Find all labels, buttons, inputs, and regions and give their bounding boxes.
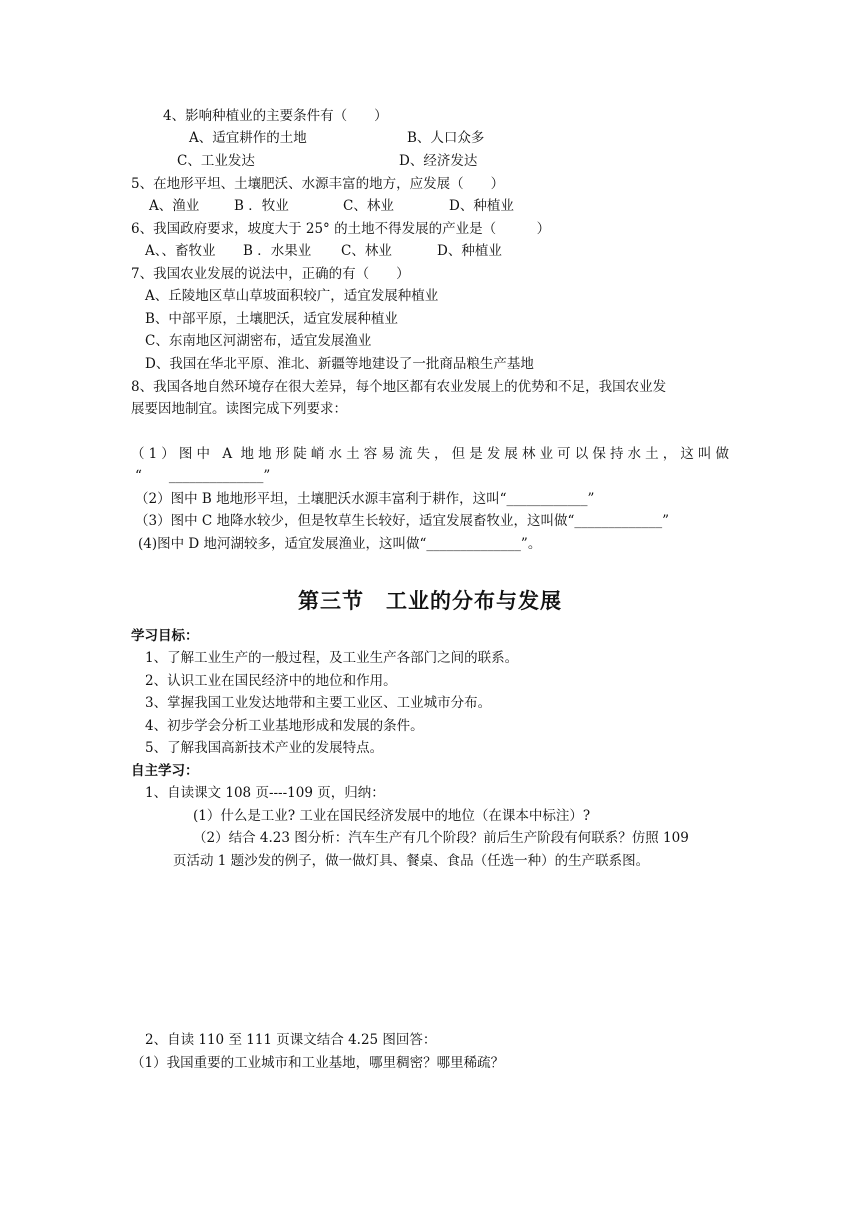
question-5-stem: 5、在地形平坦、土壤肥沃、水源丰富的地方，应发展（ ） <box>131 176 505 192</box>
question-6-option-b: B ．水果业 <box>243 243 312 259</box>
question-7-option-d: D、我国在华北平原、淮北、新疆等地建设了一批商品粮生产基地 <box>145 356 534 372</box>
question-8-sub-2: （2）图中 B 地地形平坦，土壤肥沃水源丰富利于耕作，这叫“____________” <box>135 491 595 507</box>
question-5-option-c: C、林业 <box>343 198 394 214</box>
question-6-option-c: C、林业 <box>341 243 392 259</box>
question-8-text-line-2: 展要因地制宜。读图完成下列要求： <box>131 401 347 417</box>
question-8-sub-4: (4)图中 D 地河湖较多，适宜发展渔业，这叫做“______________”。 <box>138 536 542 552</box>
self-study-item-1: 1、自读课文 108 页----109 页，归纳： <box>145 785 385 801</box>
question-6-option-d: D、种植业 <box>437 243 502 259</box>
question-8-sub-1-line-2: “ ______________” <box>135 468 271 484</box>
question-8-text-line-1: 8、我国各地自然环境存在很大差异，每个地区都有农业发展上的优势和不足，我国农业发 <box>131 379 667 395</box>
self-study-item-2: 2、自读 110 至 111 页课文结合 4.25 图回答： <box>145 1032 437 1048</box>
question-7-stem: 7、我国农业发展的说法中，正确的有（ ） <box>131 266 410 282</box>
question-7-option-a: A、丘陵地区草山草坡面积较广，适宜发展种植业 <box>145 288 439 304</box>
goals-heading: 学习目标： <box>131 628 199 644</box>
question-5-option-d: D、种植业 <box>449 198 514 214</box>
self-study-item-1-a: (1）什么是工业? 工业在国民经济发展中的地位（在课本中标注）? <box>193 808 591 824</box>
question-8-sub-1-line-1: （1）图中 A 地地形陡峭水土容易流失，但是发展林业可以保持水土，这叫做 <box>131 446 729 462</box>
question-4-option-d: D、经济发达 <box>399 153 478 169</box>
goal-item-4: 4、初步学会分析工业基地形成和发展的条件。 <box>145 718 424 734</box>
self-study-item-1-b-line-1: （2）结合 4.23 图分析：汽车生产有几个阶段？前后生产阶段有何联系？仿照 109 <box>193 830 689 846</box>
section-title: 第三节 工业的分布与发展 <box>298 589 562 613</box>
goal-item-2: 2、认识工业在国民经济中的地位和作用。 <box>145 673 397 689</box>
self-study-heading: 自主学习： <box>131 763 199 779</box>
question-4-option-b: B、人口众多 <box>407 130 485 146</box>
goal-item-3: 3、掌握我国工业发达地带和主要工业区、工业城市分布。 <box>145 695 492 711</box>
self-study-item-1-b-line-2: 页活动 1 题沙发的例子，做一做灯具、餐桌、食品（任选一种）的生产联系图。 <box>173 853 650 869</box>
question-6-stem: 6、我国政府要求，坡度大于 25° 的土地不得发展的产业是（ ） <box>131 221 551 237</box>
question-8-sub-3: （3）图中 C 地降水较少，但是牧草生长较好，适宜发展畜牧业，这叫做“_____________” <box>135 513 670 529</box>
question-4-stem: 4、影响种植业的主要条件有（ ） <box>163 108 388 124</box>
self-study-item-2-a: （1）我国重要的工业城市和工业基地，哪里稠密？哪里稀疏？ <box>131 1055 505 1071</box>
goal-item-1: 1、了解工业生产的一般过程，及工业生产各部门之间的联系。 <box>145 650 519 666</box>
question-5-option-b: B ．牧业 <box>234 198 289 214</box>
question-6-option-a: A、、畜牧业 <box>145 243 216 259</box>
question-4-option-a: A、适宜耕作的土地 <box>189 130 307 146</box>
question-4-option-c: C、工业发达 <box>177 153 255 169</box>
question-5-option-a: A、渔业 <box>149 198 200 214</box>
question-7-option-c: C、东南地区河湖密布，适宜发展渔业 <box>145 333 372 349</box>
question-7-option-b: B、中部平原，土壤肥沃，适宜发展种植业 <box>145 311 398 327</box>
goal-item-5: 5、了解我国高新技术产业的发展特点。 <box>145 740 384 756</box>
